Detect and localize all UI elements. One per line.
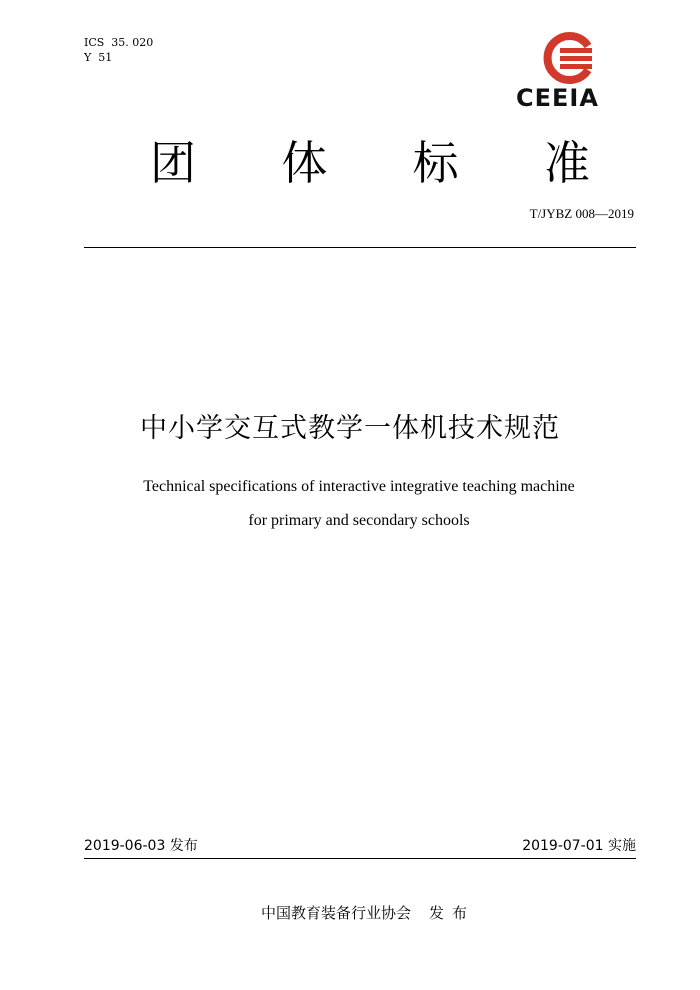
bottom-divider [84,858,636,859]
publisher-line [0,902,700,923]
english-title-line: for primary and secondary schools [248,512,470,529]
ccs-code: Y 51 [84,51,113,64]
ics-code: ICS 35. 020 [84,36,154,49]
publish-verb: 发布 [429,904,476,922]
issue-date: 2019-06-03 发布 [84,838,198,854]
standard-number: T/JYBZ 008—2019 [529,206,634,221]
implementation-date: 2019-07-01 实施 [522,838,636,854]
classification-codes [84,35,153,65]
ceeia-emblem-icon [512,30,622,90]
english-title-line: Technical specifications of interactive integrative teaching machine [143,478,575,495]
doc-type-char: 准 [543,136,590,190]
top-divider [84,247,636,248]
english-title [0,470,700,538]
logo-text: CEEIA [516,84,599,112]
doc-type-char: 体 [281,136,328,190]
doc-type-char: 标 [412,136,459,190]
ceeia-logo [512,30,622,112]
chinese-title: 中小学交互式教学一体机技术规范 [140,413,560,444]
publisher-name: 中国教育装备行业协会 [260,904,411,922]
document-type-heading [150,135,590,191]
doc-type-char: 团 [150,136,196,190]
